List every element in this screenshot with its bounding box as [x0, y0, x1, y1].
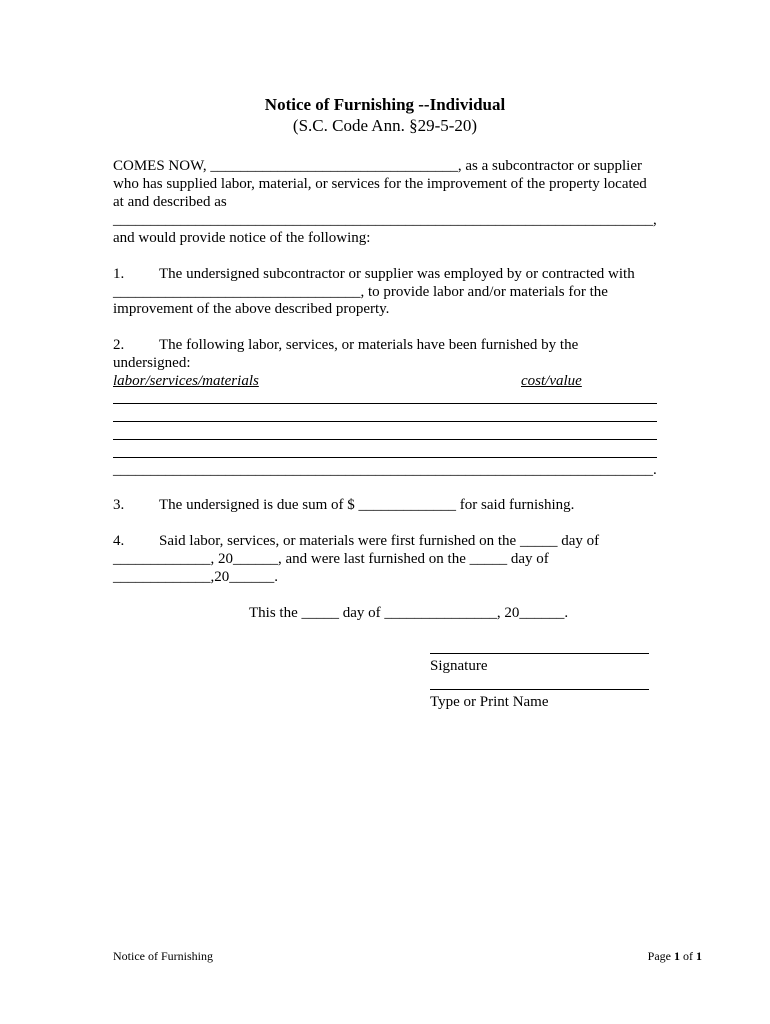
signature-line [430, 653, 649, 654]
intro-line-1: COMES NOW, _________________________________, as a subcontractor or supplier [113, 158, 642, 174]
entry-line [113, 403, 657, 404]
para-3-text: The undersigned is due sum of $ _____________ for said furnishing. [159, 497, 575, 513]
intro-line-3: at and described as [113, 194, 227, 210]
para-1-line-1: The undersigned subcontractor or supplier was employed by or contracted with [159, 266, 635, 282]
entry-line [113, 457, 657, 458]
para-1-line-2: _________________________________, to provide labor and/or materials for the [113, 284, 608, 300]
footer-page-total: 1 [696, 949, 702, 963]
para-4-line-2: _____________, 20______, and were last furnished on the _____ day of [113, 551, 549, 567]
document-subtitle: (S.C. Code Ann. §29-5-20) [292, 116, 478, 135]
para-2-number: 2. [113, 337, 125, 353]
para-4-number: 4. [113, 533, 125, 549]
para-3-number: 3. [113, 497, 125, 513]
intro-property-blank: ________________________________________________________________________, [113, 212, 657, 228]
column-header-labor: labor/services/materials [113, 373, 259, 389]
para-4-line-1: Said labor, services, or materials were first furnished on the _____ day of [159, 533, 600, 549]
date-line: This the _____ day of _______________, 20______. [249, 605, 569, 621]
para-2-line-2: undersigned: [113, 355, 191, 371]
print-name-line [430, 689, 649, 690]
para-1-number: 1. [113, 266, 125, 282]
para-1-line-3: improvement of the above described property. [113, 301, 390, 317]
footer-page-number [648, 949, 702, 963]
para-4-line-3: _____________,20______. [113, 569, 278, 585]
footer-page-of: of [680, 949, 696, 963]
footer-page-current: 1 [674, 949, 680, 963]
entry-line [113, 421, 657, 422]
entry-last-line: ________________________________________________________________________. [113, 462, 657, 478]
intro-line-2: who has supplied labor, material, or services for the improvement of the property located [113, 176, 647, 192]
document-title: Notice of Furnishing --Individual [264, 95, 506, 114]
signature-label: Signature [430, 658, 488, 674]
para-2-line-1: The following labor, services, or materials have been furnished by the [159, 337, 579, 353]
entry-line [113, 439, 657, 440]
column-header-cost: cost/value [521, 373, 582, 389]
print-name-label: Type or Print Name [430, 694, 549, 710]
footer-page-prefix: Page [647, 949, 674, 963]
footer-title: Notice of Furnishing [113, 949, 213, 963]
intro-line-5: and would provide notice of the following: [113, 230, 371, 246]
